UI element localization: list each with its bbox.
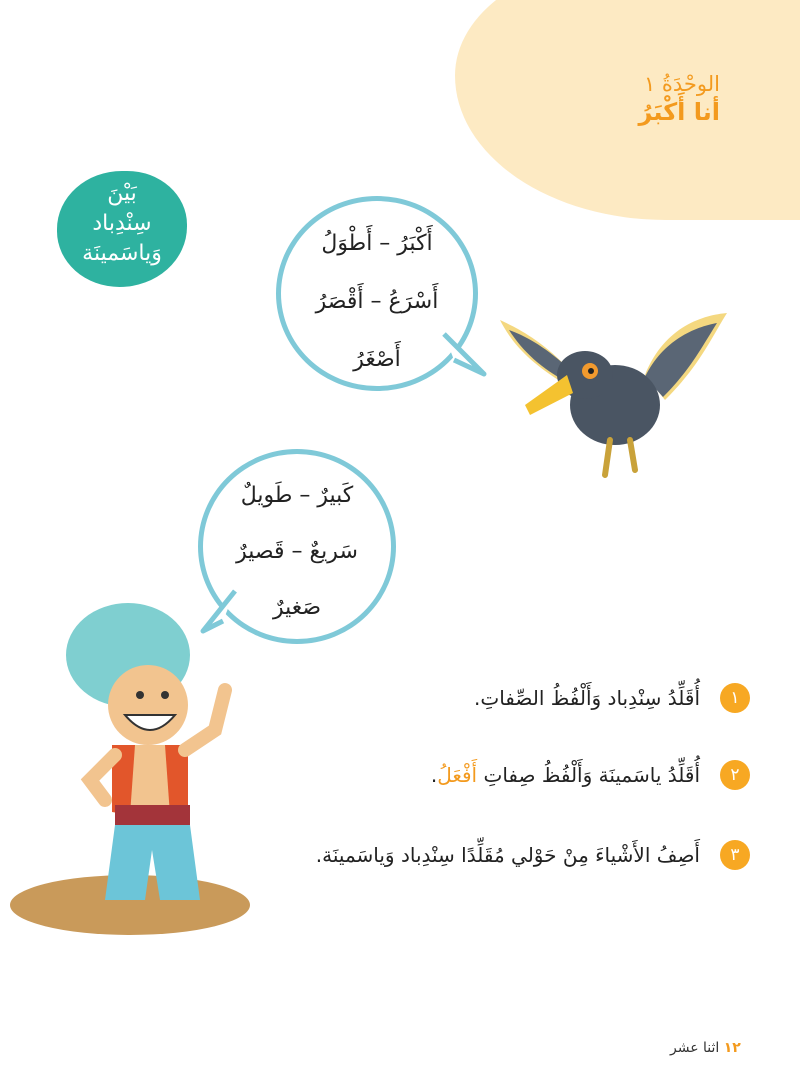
instruction-text: أُقَلِّدُ سِنْدِباد وَأَلْفُظُ الصِّفاتِ. — [474, 686, 700, 710]
bubble-line: كَبيرٌ – طَويلٌ — [240, 483, 354, 508]
instruction-number: ٢ — [720, 760, 750, 790]
bubble-line: صَغيرٌ — [272, 595, 322, 620]
badge-line: سِنْدِباد — [92, 211, 152, 236]
instruction-highlight: أَفْعَلُ — [437, 763, 478, 787]
page-number-words: اثنا عشر — [670, 1040, 720, 1056]
page-number: ١٢ — [723, 1040, 741, 1056]
bird-illustration — [495, 305, 735, 495]
instruction-text: أُقَلِّدُ ياسَمينَة وَأَلْفُظُ صِفاتِ — [483, 763, 700, 787]
instruction-text: أَصِفُ الأَشْياءَ مِنْ حَوْلي مُقَلِّدًا سِنْدِباد وَياسَمينَة. — [315, 843, 700, 867]
background-blob — [455, 0, 800, 220]
page-footer — [670, 1040, 741, 1056]
bubble-line: أَصْغَرُ — [353, 347, 401, 372]
instruction-2 — [431, 760, 750, 790]
section-badge — [57, 171, 187, 287]
instruction-number: ١ — [720, 683, 750, 713]
sinbad-illustration — [0, 600, 280, 940]
bubble-line: أَكْبَرُ – أَطْوَلُ — [321, 231, 433, 256]
bubble-line: أَسْرَعُ – أَقْصَرُ — [315, 289, 439, 314]
instruction-number: ٣ — [720, 840, 750, 870]
instruction-1 — [474, 683, 750, 713]
unit-label: الوحْدَةُ ١ — [643, 72, 720, 96]
badge-line: وَياسَمينَة — [82, 241, 162, 266]
instruction-3 — [316, 840, 750, 870]
bubble-tail — [440, 330, 490, 380]
instruction-end: . — [430, 763, 438, 787]
badge-line: بَيْنَ — [107, 181, 137, 206]
bubble-line: سَريعٌ – قَصيرٌ — [236, 539, 358, 564]
unit-title: أنا أَكْبَرُ — [638, 98, 720, 126]
unit-header — [638, 72, 720, 128]
